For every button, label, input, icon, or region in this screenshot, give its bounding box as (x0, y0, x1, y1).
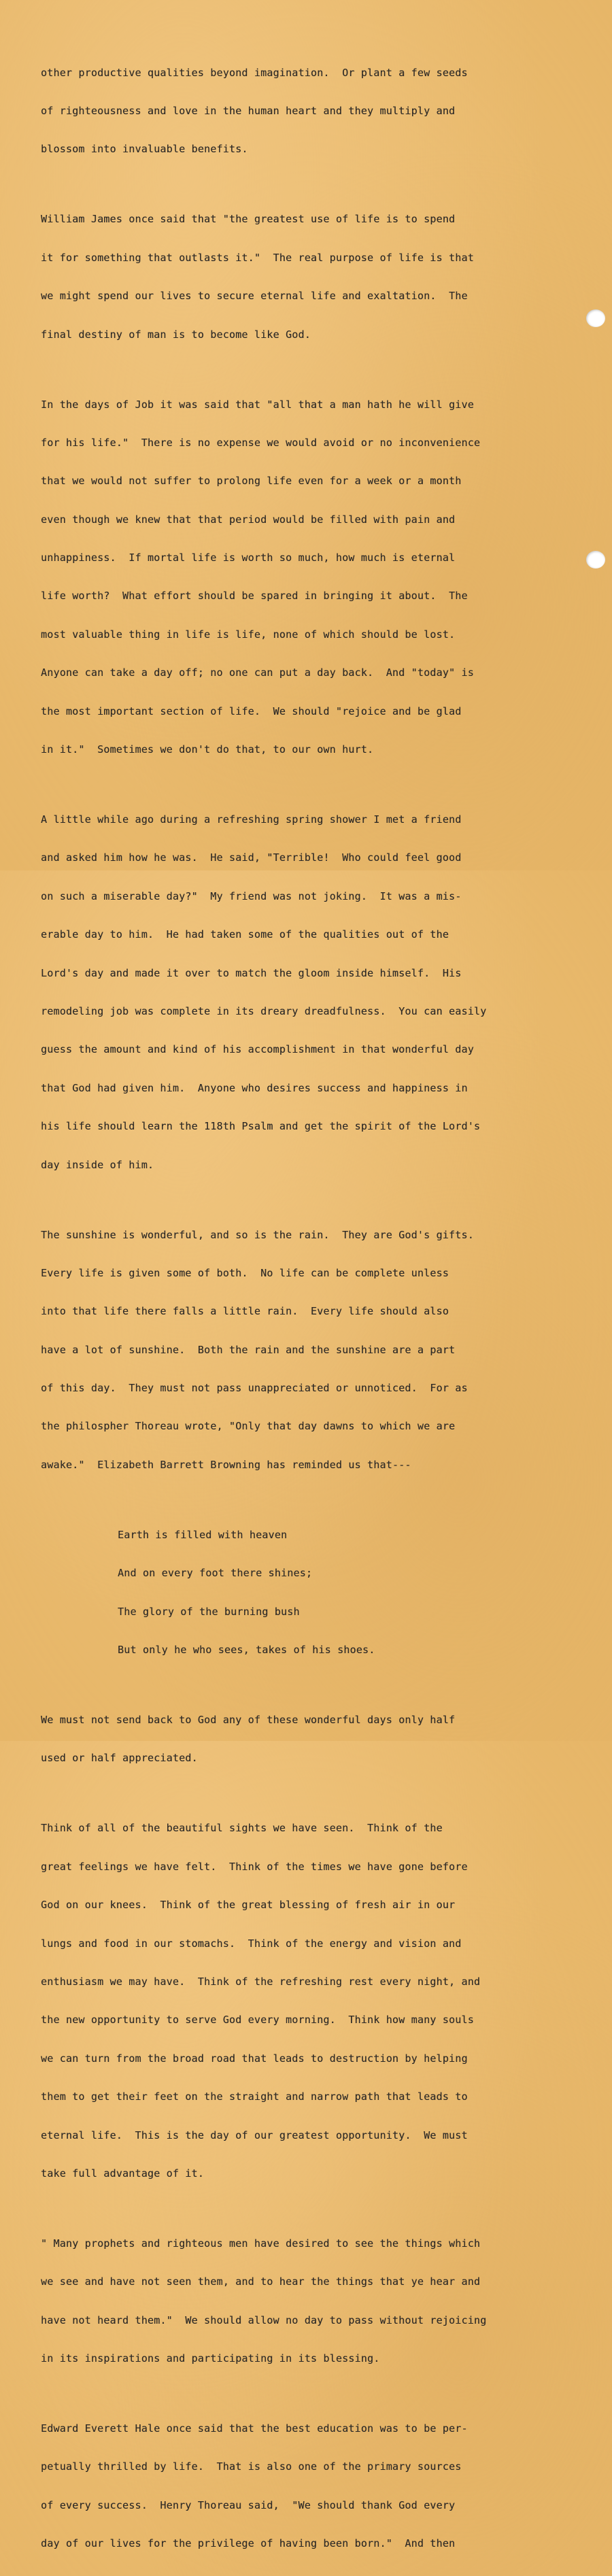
text-line: God on our knees. Think of the great blessing of fresh air in our (41, 1899, 456, 1912)
text-line: the most important section of life. We should "rejoice and be glad (41, 705, 462, 717)
text-line: The sunshine is wonderful, and so is the rain. They are God's gifts. (41, 1228, 474, 1241)
text-line: and asked him how he was. He said, "Terrible! Who could feel good (41, 851, 462, 864)
text-line: Every life is given some of both. No life can be complete unless (41, 1266, 449, 1279)
text-line: lungs and food in our stomachs. Think of the energy and vision and (41, 1937, 462, 1950)
text-line: we see and have not seen them, and to hear the things that ye hear and (41, 2275, 481, 2288)
text-line: other productive qualities beyond imagination. Or plant a few seeds (41, 66, 468, 79)
text-line: In the days of Job it was said that "all that a man hath he will give (41, 398, 474, 411)
text-line: we might spend our lives to secure eternal life and exaltation. The (41, 290, 468, 303)
text-line: the philospher Thoreau wrote, "Only that day dawns to which we are (41, 1420, 456, 1433)
text-line: William James once said that "the greatest use of life is to spend (41, 213, 456, 226)
poem-line: And on every foot there shines; (118, 1567, 313, 1580)
text-line: into that life there falls a little rain. Every life should also (41, 1305, 449, 1318)
text-line: that we would not suffer to prolong life even for a week or a month (41, 475, 462, 488)
text-line: the new opportunity to serve God every morning. Think how many souls (41, 2014, 474, 2027)
punch-hole (586, 551, 605, 569)
text-line: of every success. Henry Thoreau said, "We should thank God every (41, 2498, 456, 2511)
text-line: even though we knew that that period would be filled with pain and (41, 513, 456, 526)
poem-quote (118, 1503, 605, 1682)
text-line: in it." Sometimes we don't do that, to our own hurt. (41, 743, 374, 756)
text-line: day of our lives for the privilege of having been born." And then (41, 2537, 456, 2550)
poem-line: But only he who sees, takes of his shoes. (118, 1644, 375, 1657)
text-line: of this day. They must not pass unappreciated or unnoticed. For as (41, 1382, 468, 1395)
text-line: remodeling job was complete in its dreary dreadfulness. You can easily (41, 1004, 487, 1017)
text-line: awake." Elizabeth Barrett Browning has reminded us that--- (41, 1458, 411, 1471)
text-line: take full advantage of it. (41, 2167, 204, 2180)
text-line: Edward Everett Hale once said that the best education was to be per- (41, 2422, 468, 2435)
text-line: " Many prophets and righteous men have desired to see the things which (41, 2237, 481, 2250)
text-line: in its inspirations and participating in its blessing. (41, 2352, 380, 2365)
text-line: A little while ago during a refreshing spring shower I met a friend (41, 813, 462, 826)
text-line: enthusiasm we may have. Think of the refreshing rest every night, and (41, 1975, 481, 1988)
paragraph-4 (41, 787, 605, 1197)
text-line: petually thrilled by life. That is also one of the primary sources (41, 2460, 462, 2473)
poem-line: The glory of the burning bush (118, 1605, 300, 1618)
poem-line: Earth is filled with heaven (118, 1528, 288, 1541)
text-line: for his life." There is no expense we would avoid or no inconvenience (41, 436, 481, 449)
text-line: have not heard them." We should allow no day to pass without rejoicing (41, 2314, 487, 2326)
typed-page (41, 41, 605, 2550)
text-line: great feelings we have felt. Think of the times we have gone before (41, 1860, 468, 1873)
text-line: day inside of him. (41, 1158, 154, 1171)
text-line: Anyone can take a day off; no one can put a day back. And "today" is (41, 666, 474, 679)
text-line: life worth? What effort should be spared in bringing it about. The (41, 590, 468, 603)
text-line: Think of all of the beautiful sights we have seen. Think of the (41, 1822, 443, 1835)
text-line: it for something that outlasts it." The real purpose of life is that (41, 251, 474, 264)
paragraph-2 (41, 188, 605, 367)
text-line: We must not send back to God any of these wonderful days only half (41, 1714, 456, 1726)
text-line: unhappiness. If mortal life is worth so much, how much is eternal (41, 552, 456, 564)
text-line: we can turn from the broad road that leads to destruction by helping (41, 2052, 468, 2065)
text-line: erable day to him. He had taken some of the qualities out of the (41, 928, 449, 941)
punch-hole (586, 309, 605, 327)
paragraph-8 (41, 2211, 605, 2390)
text-line: blossom into invaluable benefits. (41, 143, 248, 156)
paragraph-9 (41, 2396, 605, 2575)
text-line: most valuable thing in life is life, none of which should be lost. (41, 628, 456, 641)
text-line: that God had given him. Anyone who desires success and happiness in (41, 1081, 468, 1094)
text-line: have a lot of sunshine. Both the rain and the sunshine are a part (41, 1343, 456, 1356)
paragraph-5 (41, 1203, 605, 1497)
text-line: eternal life. This is the day of our greatest opportunity. We must (41, 2129, 468, 2141)
text-line: Lord's day and made it over to match the gloom inside himself. His (41, 966, 462, 979)
text-line: guess the amount and kind of his accomplishment in that wonderful day (41, 1043, 474, 1056)
text-line: of righteousness and love in the human heart and they multiply and (41, 104, 456, 117)
paragraph-7 (41, 1797, 605, 2206)
text-line: on such a miserable day?" My friend was not joking. It was a mis- (41, 889, 462, 902)
paragraph-3 (41, 373, 605, 782)
text-line: his life should learn the 118th Psalm and get the spirit of the Lord's (41, 1120, 481, 1133)
text-line: them to get their feet on the straight and narrow path that leads to (41, 2090, 468, 2103)
text-line: used or half appreciated. (41, 1752, 198, 1765)
text-line: final destiny of man is to become like God. (41, 328, 311, 341)
paragraph-6 (41, 1688, 605, 1790)
paragraph-1 (41, 41, 605, 182)
